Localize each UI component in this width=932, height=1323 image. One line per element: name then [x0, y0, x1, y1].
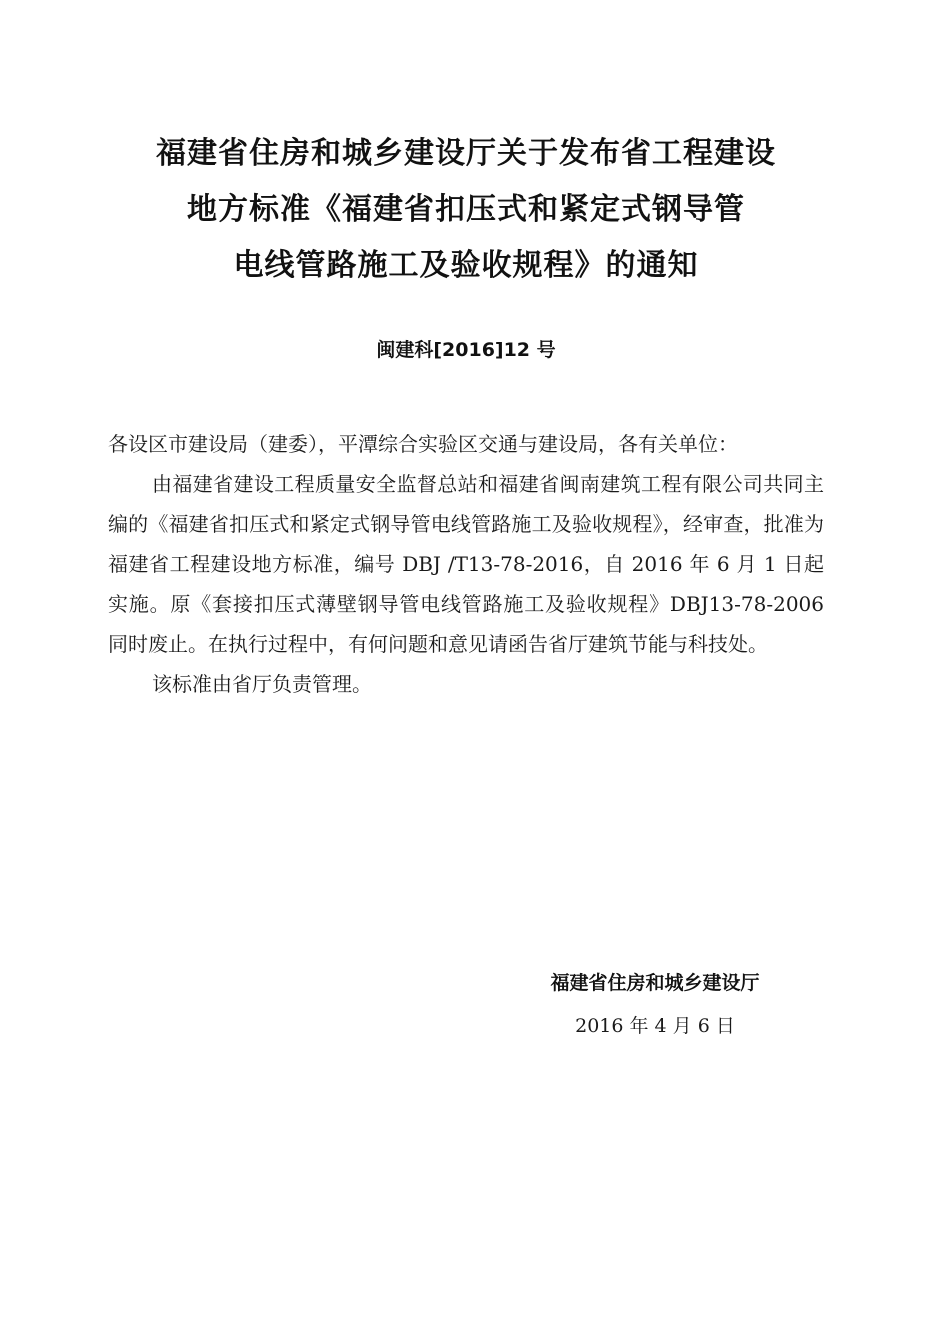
title-line-2: 地方标准《福建省扣压式和紧定式钢导管 — [187, 192, 745, 227]
signature-date: 2016 年 4 月 6 日 — [575, 1015, 735, 1037]
document-body — [108, 424, 824, 704]
document-number: 闽建科[2016]12 号 — [376, 339, 556, 361]
document-title — [100, 126, 832, 294]
signature-organization: 福建省住房和城乡建设厅 — [550, 972, 760, 994]
salutation: 各设区市建设局（建委），平潭综合实验区交通与建设局，各有关单位： — [108, 432, 738, 456]
signature-block — [520, 966, 790, 1040]
body-paragraph-1: 由福建省建设工程质量安全监督总站和福建省闽南建筑工程有限公司共同主编的《福建省扣压式和紧定式钢导管电线管路施工及验收规程》，经审查，批准为福建省工程建设地方标准，编号 DBJ /T13-78-2016，自 2016 年 6 月 1 日起实施。原《套接扣压式薄壁钢导管电线管路施工及验收规程》DBJ13-78-2006 同时废止。在执行过程中，有何问题和意见请函告省厅建筑节能与科技处。 — [108, 472, 824, 656]
title-line-1: 福建省住房和城乡建设厅关于发布省工程建设 — [156, 136, 776, 171]
body-paragraph-2: 该标准由省厅负责管理。 — [152, 672, 372, 696]
title-line-3: 电线管路施工及验收规程》的通知 — [233, 248, 699, 283]
